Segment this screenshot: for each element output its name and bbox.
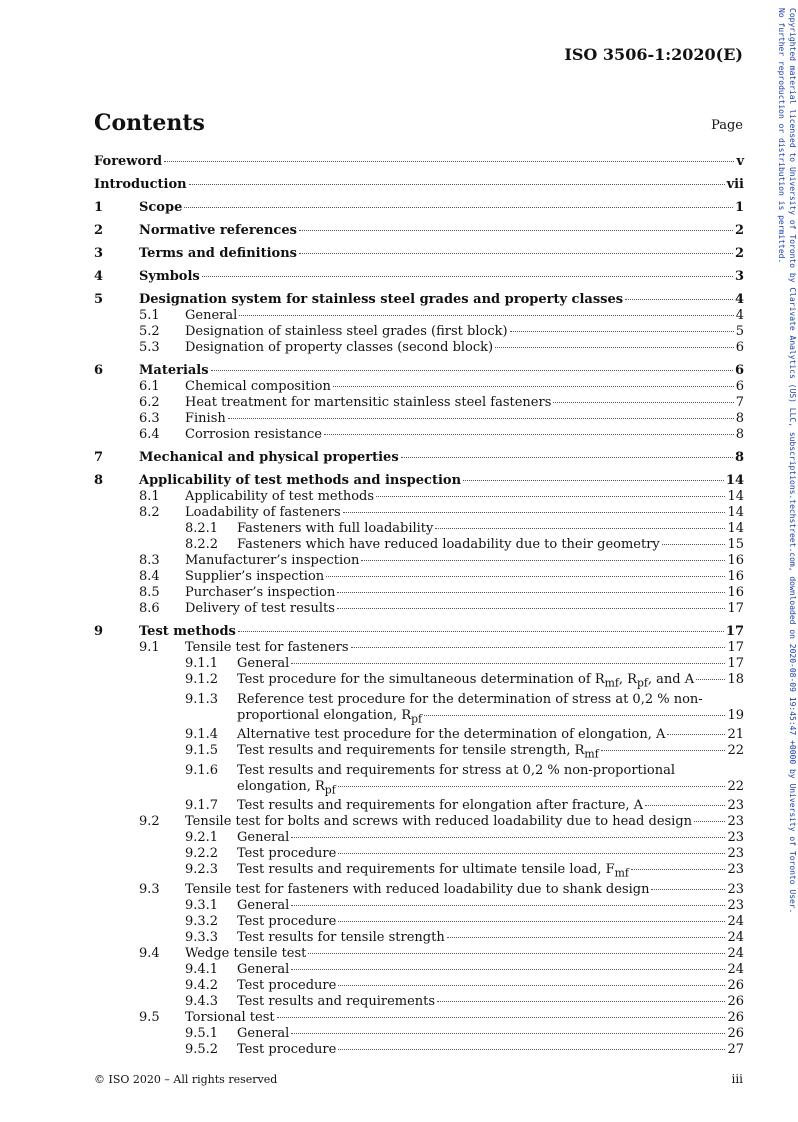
toc-number: 9.1: [139, 640, 160, 655]
leader-dots: [291, 969, 725, 970]
toc-entry-8-3[interactable]: [94, 553, 744, 569]
toc-page: 23: [727, 830, 744, 846]
toc-entry-4[interactable]: [94, 269, 744, 285]
leader-dots: [338, 985, 725, 986]
toc-title: Fasteners with full loadability: [237, 521, 434, 536]
page-column-label: Page: [711, 118, 743, 133]
toc-page: 6: [734, 363, 744, 378]
toc-page: 2: [734, 246, 744, 261]
toc-title: General: [237, 1025, 290, 1041]
toc-title: Delivery of test results: [185, 601, 335, 616]
toc-title: Finish: [185, 411, 226, 426]
toc-page: 6: [735, 340, 744, 355]
leader-dots: [435, 528, 725, 529]
toc-title: Normative references: [139, 223, 297, 238]
toc-number: 6: [94, 363, 104, 378]
toc-title: Test results for tensile strength: [237, 929, 445, 945]
toc-number: 9.5.2: [185, 1041, 219, 1057]
leader-dots: [326, 576, 725, 577]
toc-page: 14: [725, 473, 744, 488]
toc-page: 4: [735, 308, 744, 323]
leader-dots: [495, 347, 734, 348]
toc-number: 9.2.3: [185, 862, 219, 878]
leader-dots: [291, 663, 725, 664]
toc-number: 8.5: [139, 585, 160, 600]
leader-dots: [324, 434, 734, 435]
leader-dots: [343, 512, 726, 513]
toc-page: 26: [727, 1009, 744, 1025]
leader-dots: [202, 276, 733, 277]
toc-entry-9-5-2[interactable]: [94, 1042, 744, 1058]
toc-number: 6.1: [139, 379, 160, 394]
leader-dots: [645, 805, 725, 806]
leader-dots: [625, 299, 733, 300]
toc-title: Test procedure: [237, 913, 337, 929]
copyright-notice-line-2: No further reproduction or distribution is permitted.: [777, 8, 786, 264]
toc-page: 17: [727, 601, 744, 616]
toc-number: 2: [94, 223, 104, 238]
toc-entry-9-4-3[interactable]: [94, 994, 744, 1010]
toc-entry-5[interactable]: [94, 292, 744, 308]
toc-number: 8: [94, 473, 104, 488]
toc-entry-9-1-5[interactable]: [94, 743, 744, 763]
leader-dots: [164, 161, 734, 162]
toc-entry-9-2-3[interactable]: [94, 862, 744, 882]
toc-number: 9.1.5: [185, 743, 219, 759]
toc-number: 9.4.1: [185, 961, 219, 977]
toc-page: 7: [735, 395, 744, 410]
leader-dots: [338, 786, 726, 787]
leader-dots: [553, 402, 733, 403]
toc-title: Introduction: [94, 177, 187, 192]
toc-page: 23: [727, 798, 744, 814]
toc-title: proportional elongation, $R_{pf}$: [237, 707, 423, 726]
toc-title: Designation of stainless steel grades (first block): [185, 324, 508, 339]
toc-page: v: [736, 154, 744, 169]
toc-title: Scope: [139, 200, 183, 215]
toc-number: 5: [94, 292, 104, 307]
toc-title: Chemical composition: [185, 379, 331, 394]
toc-number: 4: [94, 269, 104, 284]
toc-page: 24: [727, 945, 744, 961]
toc-number: 7: [94, 450, 104, 465]
toc-entry-9-4-1[interactable]: [94, 962, 744, 978]
leader-dots: [338, 853, 725, 854]
leader-dots: [631, 869, 726, 870]
leader-dots: [211, 370, 733, 371]
toc-entry-9-3-3[interactable]: [94, 930, 744, 946]
toc-title: Corrosion resistance: [185, 427, 322, 442]
leader-dots: [424, 715, 725, 716]
toc-entry-9-1[interactable]: [94, 640, 744, 656]
toc-number: 9.1.2: [185, 672, 219, 687]
toc-page: 22: [727, 743, 744, 759]
toc-number: 8.2: [139, 505, 160, 520]
toc-page: 24: [727, 913, 744, 929]
toc-title: Foreword: [94, 154, 163, 169]
toc-title: General: [237, 656, 290, 671]
leader-dots: [333, 386, 734, 387]
leader-dots: [228, 418, 734, 419]
toc-title: Test procedure: [237, 1041, 337, 1057]
toc-title: Test procedure for the simultaneous determination of $R_{mf}$, $R_{pf}$, and A: [237, 672, 695, 690]
toc-title: Fasteners which have reduced loadability due to their geometry: [237, 537, 660, 552]
toc-number: 1: [94, 200, 104, 215]
table-of-contents: [94, 154, 744, 1058]
toc-page: 19: [727, 707, 744, 723]
toc-number: 9.1.6: [185, 762, 219, 778]
toc-title: Wedge tensile test: [185, 945, 307, 961]
toc-page: 1: [734, 200, 744, 215]
toc-number: 9.3.1: [185, 897, 219, 913]
leader-dots: [291, 905, 725, 906]
toc-page: 8: [735, 427, 744, 442]
toc-page: 26: [727, 977, 744, 993]
copyright-notice-line-1: Copyrighted material licensed to University of Toronto by Clarivate Analytics (US) LLC, subscriptions.techstreet.com, downloaded on 2020-08-09 19:45:47 +0000 by University of Toronto User.: [788, 8, 797, 914]
toc-entry-8-2[interactable]: [94, 505, 744, 521]
toc-number: 8.4: [139, 569, 160, 584]
toc-entry-5-2[interactable]: [94, 324, 744, 340]
toc-number: 9: [94, 624, 104, 639]
toc-page: 23: [727, 897, 744, 913]
toc-title: General: [237, 897, 290, 913]
leader-dots: [437, 1001, 725, 1002]
toc-number: 9.2.1: [185, 830, 219, 846]
toc-number: 9.1.7: [185, 798, 219, 814]
toc-entry-9-2[interactable]: [94, 814, 744, 830]
leader-dots: [291, 1033, 725, 1034]
toc-number: 9.4.2: [185, 977, 219, 993]
toc-page: 17: [727, 640, 744, 655]
leader-dots: [463, 480, 724, 481]
toc-title: Test results and requirements for stress at 0,2 % non-proportional: [237, 762, 676, 778]
toc-entry-8-6[interactable]: [94, 601, 744, 617]
toc-page: 3: [734, 269, 744, 284]
toc-number: 8.1: [139, 489, 160, 504]
leader-dots: [376, 496, 725, 497]
toc-title: Test procedure: [237, 977, 337, 993]
toc-page: 22: [727, 778, 744, 794]
toc-title: General: [185, 308, 238, 323]
toc-number: 9.3.3: [185, 929, 219, 945]
leader-dots: [291, 837, 725, 838]
toc-entry-6-3[interactable]: [94, 411, 744, 427]
toc-entry-9-4-2[interactable]: [94, 978, 744, 994]
leader-dots: [238, 631, 724, 632]
toc-entry-2[interactable]: [94, 223, 744, 239]
toc-entry-9-4[interactable]: [94, 946, 744, 962]
toc-page: 26: [727, 993, 744, 1009]
toc-number: 6.4: [139, 427, 160, 442]
toc-number: 8.2.2: [185, 537, 219, 552]
leader-dots: [277, 1017, 726, 1018]
leader-dots: [184, 207, 733, 208]
toc-number: 9.1.1: [185, 656, 219, 671]
toc-page: 23: [727, 814, 744, 830]
toc-page: 16: [727, 553, 744, 568]
leader-dots: [338, 1049, 725, 1050]
toc-entry-5-1[interactable]: [94, 308, 744, 324]
toc-page: 8: [735, 411, 744, 426]
toc-number: 8.6: [139, 601, 160, 616]
toc-number: 8.3: [139, 553, 160, 568]
toc-title: elongation, $R_{pf}$: [237, 778, 336, 797]
toc-entry-9-3-2[interactable]: [94, 914, 744, 930]
copyright-notice: [770, 8, 798, 913]
toc-title: Symbols: [139, 269, 200, 284]
toc-entry-9-5-1[interactable]: [94, 1026, 744, 1042]
toc-number: 9.5.1: [185, 1025, 219, 1041]
toc-entry-5-3[interactable]: [94, 340, 744, 356]
toc-entry-1[interactable]: [94, 200, 744, 216]
toc-entry-9-3-1[interactable]: [94, 898, 744, 914]
toc-title: Terms and definitions: [139, 246, 297, 261]
toc-entry-9-1-6[interactable]: [94, 763, 744, 779]
toc-entry-6-4[interactable]: [94, 427, 744, 443]
toc-page: 8: [734, 450, 744, 465]
footer-copyright: © ISO 2020 – All rights reserved: [94, 1073, 278, 1086]
toc-entry-foreword[interactable]: [94, 154, 744, 170]
toc-title: Supplier’s inspection: [185, 569, 325, 584]
toc-number: 5.1: [139, 308, 160, 323]
toc-number: 9.3.2: [185, 913, 219, 929]
toc-entry-introduction[interactable]: [94, 177, 744, 193]
toc-page: 16: [727, 569, 744, 584]
toc-title: Tensile test for fasteners with reduced loadability due to shank design: [185, 881, 650, 897]
leader-dots: [337, 608, 726, 609]
toc-entry-9-1-3[interactable]: [94, 692, 744, 708]
leader-dots: [694, 821, 725, 822]
toc-title: Loadability of fasteners: [185, 505, 341, 520]
toc-number: 8.2.1: [185, 521, 219, 536]
leader-dots: [662, 544, 726, 545]
toc-number: 9.4.3: [185, 993, 219, 1009]
toc-entry-8-2-1[interactable]: [94, 521, 744, 537]
toc-title: Designation of property classes (second block): [185, 340, 494, 355]
toc-entry-9-1-2[interactable]: [94, 672, 744, 692]
toc-title: General: [237, 830, 290, 846]
leader-dots: [351, 647, 726, 648]
toc-entry-9[interactable]: [94, 624, 744, 640]
toc-entry-8-4[interactable]: [94, 569, 744, 585]
leader-dots: [239, 315, 733, 316]
toc-page: 14: [727, 505, 744, 520]
leader-dots: [338, 921, 725, 922]
toc-entry-3[interactable]: [94, 246, 744, 262]
toc-number: 9.1.4: [185, 727, 219, 743]
toc-title: Alternative test procedure for the determination of elongation, A: [237, 727, 666, 743]
leader-dots: [299, 230, 733, 231]
toc-title: Materials: [139, 363, 209, 378]
toc-page: 17: [727, 656, 744, 671]
toc-page: 18: [727, 672, 744, 687]
toc-title: Test results and requirements for elongation after fracture, A: [237, 798, 644, 814]
toc-page: 15: [727, 537, 744, 552]
toc-entry-8-1[interactable]: [94, 489, 744, 505]
toc-entry-6-1[interactable]: [94, 379, 744, 395]
toc-page: 27: [727, 1041, 744, 1057]
toc-number: 6.2: [139, 395, 160, 410]
toc-entry-9-1-7[interactable]: [94, 798, 744, 814]
toc-page: 26: [727, 1025, 744, 1041]
toc-title: Test results and requirements for tensile strength, $R_{mf}$: [237, 743, 599, 761]
toc-title: Test results and requirements for ultimate tensile load, $F_{mf}$: [237, 862, 629, 880]
footer-page-number: iii: [731, 1072, 743, 1086]
toc-number: 9.2: [139, 814, 160, 830]
toc-page: 23: [727, 862, 744, 878]
leader-dots: [361, 560, 725, 561]
toc-number: 9.2.2: [185, 846, 219, 862]
toc-number: 9.4: [139, 945, 160, 961]
toc-page: 6: [735, 379, 744, 394]
leader-dots: [601, 750, 726, 751]
toc-page: vii: [726, 177, 744, 192]
toc-title: Designation system for stainless steel grades and property classes: [139, 292, 624, 307]
toc-number: 5.2: [139, 324, 160, 339]
toc-page: 21: [727, 727, 744, 743]
toc-number: 9.3: [139, 881, 160, 897]
toc-title: Tensile test for bolts and screws with reduced loadability due to head design: [185, 814, 693, 830]
toc-entry-6-2[interactable]: [94, 395, 744, 411]
toc-entry-8-5[interactable]: [94, 585, 744, 601]
toc-title: Torsional test: [185, 1009, 275, 1025]
toc-entry-7[interactable]: [94, 450, 744, 466]
toc-entry-9-1-3-cont[interactable]: [94, 708, 744, 728]
toc-page: 14: [727, 489, 744, 504]
toc-entry-6[interactable]: [94, 363, 744, 379]
toc-number: 9.5: [139, 1009, 160, 1025]
toc-entry-9-2-1[interactable]: [94, 830, 744, 846]
toc-entry-9-2-2[interactable]: [94, 846, 744, 862]
toc-entry-9-1-1[interactable]: [94, 656, 744, 672]
toc-entry-8[interactable]: [94, 473, 744, 489]
leader-dots: [447, 937, 726, 938]
toc-entry-9-5[interactable]: [94, 1010, 744, 1026]
toc-title: Reference test procedure for the determination of stress at 0,2 % non-: [237, 691, 703, 707]
toc-page: 23: [727, 846, 744, 862]
leader-dots: [401, 457, 733, 458]
leader-dots: [189, 184, 725, 185]
leader-dots: [337, 592, 725, 593]
leader-dots: [299, 253, 733, 254]
leader-dots: [510, 331, 734, 332]
leader-dots: [667, 734, 725, 735]
toc-page: 24: [727, 929, 744, 945]
toc-page: 4: [734, 292, 744, 307]
toc-number: 9.1.3: [185, 691, 219, 707]
document-id: ISO 3506-1:2020(E): [564, 45, 743, 64]
leader-dots: [308, 953, 725, 954]
toc-title: Purchaser’s inspection: [185, 585, 336, 600]
toc-entry-9-1-4[interactable]: [94, 727, 744, 743]
toc-entry-9-3[interactable]: [94, 882, 744, 898]
toc-title: General: [237, 961, 290, 977]
toc-title: Applicability of test methods: [185, 489, 375, 504]
toc-title: Mechanical and physical properties: [139, 450, 399, 465]
toc-title: Manufacturer’s inspection: [185, 553, 360, 568]
toc-page: 14: [727, 521, 744, 536]
toc-page: 24: [727, 961, 744, 977]
toc-page: 23: [727, 881, 744, 897]
toc-title: Test results and requirements: [237, 993, 436, 1009]
toc-number: 6.3: [139, 411, 160, 426]
leader-dots: [651, 889, 725, 890]
leader-dots: [696, 679, 725, 680]
toc-title: Tensile test for fasteners: [185, 640, 349, 655]
toc-title: Test procedure: [237, 846, 337, 862]
toc-title: Heat treatment for martensitic stainless steel fasteners: [185, 395, 552, 410]
toc-page: 2: [734, 223, 744, 238]
toc-title: Applicability of test methods and inspection: [139, 473, 462, 488]
toc-number: 3: [94, 246, 104, 261]
toc-entry-8-2-2[interactable]: [94, 537, 744, 553]
toc-page: 5: [735, 324, 744, 339]
toc-page: 17: [725, 624, 744, 639]
toc-page: 16: [727, 585, 744, 600]
toc-title: Test methods: [139, 624, 236, 639]
contents-title: Contents: [94, 110, 205, 136]
toc-number: 5.3: [139, 340, 160, 355]
toc-entry-9-1-6-cont[interactable]: [94, 779, 744, 799]
